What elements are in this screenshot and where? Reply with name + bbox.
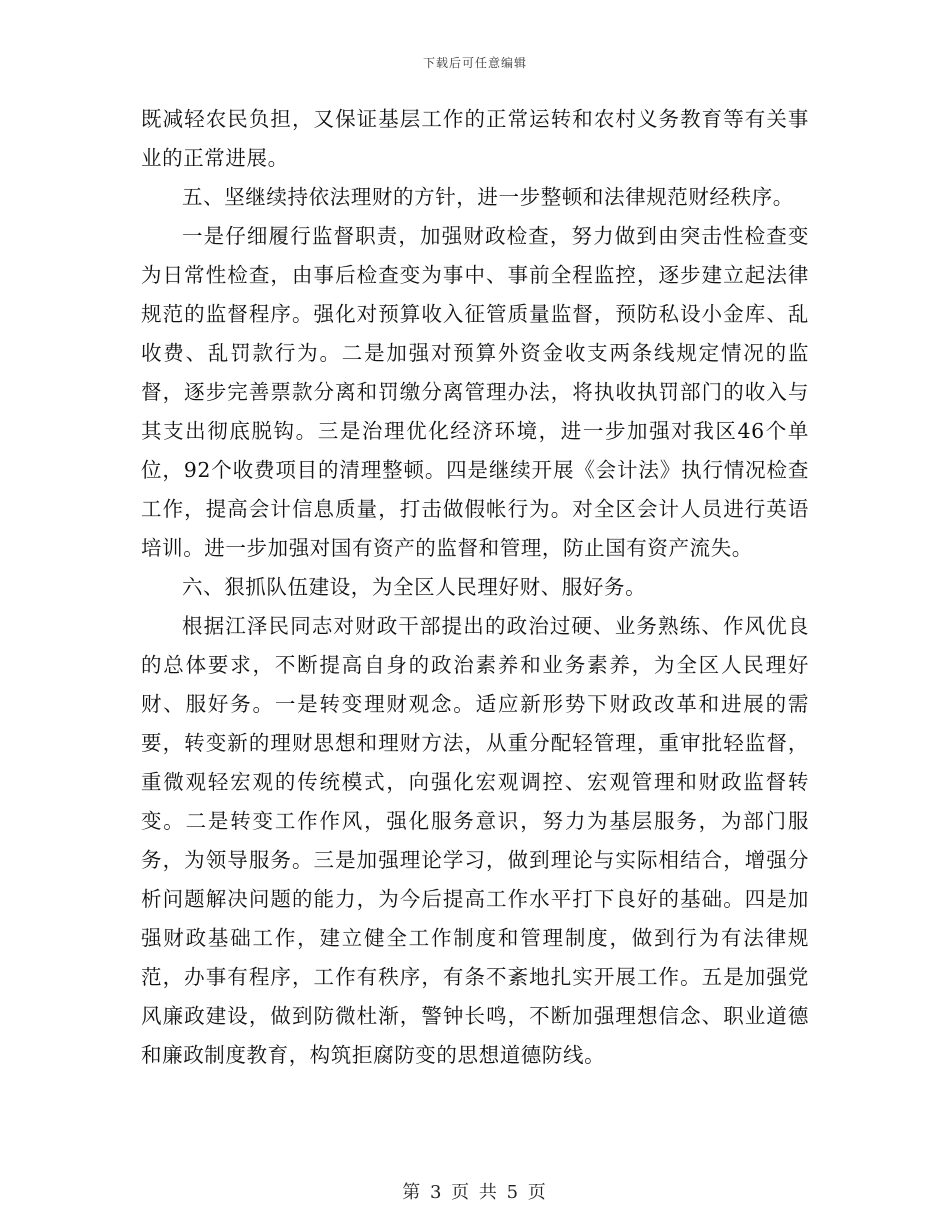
paragraph-continuation: 既减轻农民负担，又保证基层工作的正常运转和农村义务教育等有关事业的正常进展。 <box>141 107 809 170</box>
paragraph-team-building: 根据江泽民同志对财政干部提出的政治过硬、业务熟练、作风优良的总体要求，不断提高自身的政治素养和业务素养，为全区人民理好财、服好务。一是转变理财观念。适应新形势下财政改革和进展的需要，转变新的理财思想和理财方法，从重分配轻管理，重审批轻监督，重微观轻宏观的传统模式，向强化宏观调控、宏观管理和财政监督转变。二是转变工作作风，强化服务意识，努力为基层服务，为部门服务，为领导服务。三是加强理论学习，做到理论与实际相结合，增强分析问题解决问题的能力，为今后提高工作水平打下良好的基础。四是加强财政基础工作，建立健全工作制度和管理制度，做到行为有法律规范，办事有程序，工作有秩序，有条不紊地扎实开展工作。五是加强党风廉政建设，做到防微杜渐，警钟长鸣，不断加强理想信念、职业道德和廉政制度教育，构筑拒腐防变的思想道德防线。 <box>141 614 809 1067</box>
section-heading-five: 五、坚继续持依法理财的方针，进一步整顿和法律规范财经秩序。 <box>182 185 794 209</box>
page-number: 第 3 页 共 5 页 <box>402 1182 548 1203</box>
section-heading-six: 六、狠抓队伍建设，为全区人民理好财、服好务。 <box>182 575 647 599</box>
page-header: 下载后可任意编辑 <box>422 56 527 70</box>
paragraph-supervision: 一是仔细履行监督职责，加强财政检查，努力做到由突击性检查变为日常性检查，由事后检查变为事中、事前全程监控，逐步建立起法律规范的监督程序。强化对预算收入征管质量监督，预防私设小金库、乱收费、乱罚款行为。二是加强对预算外资金收支两条线规定情况的监督，逐步完善票款分离和罚缴分离管理办法，将执收执罚部门的收入与其支出彻底脱钩。三是治理优化经济环境，进一步加强对我区46个单位，92个收费项目的清理整顿。四是继续开展《会计法》执行情况检查工作，提高会计信息质量，打击做假帐行为。对全区会计人员进行英语培训。进一步加强对国有资产的监督和管理，防止国有资产流失。 <box>141 224 809 560</box>
document-body <box>141 100 809 1075</box>
